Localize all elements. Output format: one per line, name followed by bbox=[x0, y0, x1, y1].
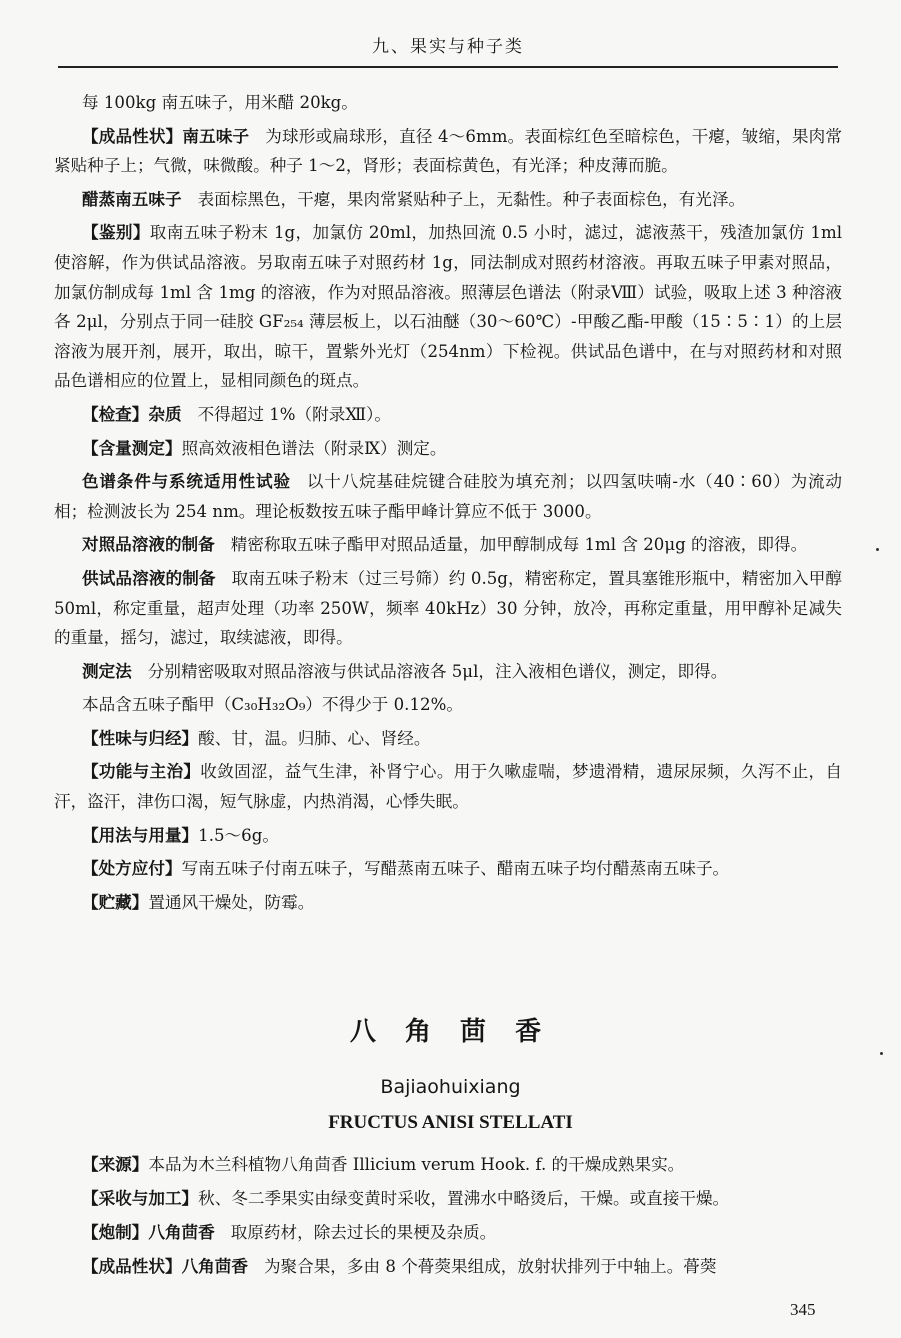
subheading: 八角茴香 bbox=[148, 1223, 215, 1242]
paragraph-text: 取南五味子粉末 1g，加氯仿 20ml，加热回流 0.5 小时，滤过，滤液蒸干，残渣加氯仿 1ml 使溶解，作为供试品溶液。另取南五味子对照药材 1g，同法制成对照药材溶液。再取五味子甲素对照品，加氯仿制成每 1ml 含 1mg 的溶液，作为对照品溶液。照薄层色谱法（附录Ⅷ）试验，吸取上述 3 种溶液各 2μl，分别点于同一硅胶 GF₂₅₄ 薄层板上，以石油醚（30～60℃）-甲酸乙酯-甲酸（15∶5∶1）的上层溶液为展开剂，展开，取出，晾干，置紫外光灯（254nm）下检视。供试品色谱中，在与对照药材和对照品色谱相应的位置上，显相同颜色的斑点。 bbox=[54, 223, 842, 391]
paragraph-text: 为聚合果，多由 8 个蓇葖果组成，放射状排列于中轴上。蓇葖 bbox=[263, 1257, 717, 1276]
section-tag: 【贮藏】 bbox=[82, 892, 149, 912]
paragraph-text: 精密称取五味子酯甲对照品适量，加甲醇制成每 1ml 含 20μg 的溶液，即得。 bbox=[230, 535, 808, 555]
subheading: 色谱条件与系统适用性试验 bbox=[82, 472, 291, 492]
paragraph-text: 收敛固涩，益气生津，补肾宁心。用于久嗽虚喘，梦遗滑精，遗尿尿频，久泻不止，自汗，盗汗，津伤口渴，短气脉虚，内热消渴，心悸失眠。 bbox=[54, 762, 843, 812]
paragraph-text: 每 100kg 南五味子，用米醋 20kg。 bbox=[82, 93, 358, 112]
paragraph-text: 本品为木兰科植物八角茴香 Illicium verum Hook. f. 的干燥成熟果实。 bbox=[148, 1155, 685, 1174]
paragraph-text: 酸、甘，温。归肺、心、肾经。 bbox=[198, 728, 431, 748]
paragraph bbox=[54, 657, 842, 687]
section-tag: 【成品性状】 bbox=[82, 1257, 182, 1276]
section-tag: 【处方应付】 bbox=[82, 859, 182, 879]
subheading: 八角茴香 bbox=[181, 1257, 248, 1276]
paragraph bbox=[54, 1184, 842, 1214]
section-tag: 【含量测定】 bbox=[82, 438, 182, 458]
paragraph-text: 以十八烷基硅烷键合硅胶为填充剂；以四氢呋喃-水（40∶60）为流动相；检测波长为 254 nm。理论板数按五味子酯甲峰计算应不低于 3000。 bbox=[54, 472, 843, 521]
paragraph-text: 置通风干燥处，防霉。 bbox=[148, 892, 315, 912]
paragraph-text: 取南五味子粉末（过三号筛）约 0.5g，精密称定，置具塞锥形瓶中，精密加入甲醇 50ml，称定重量，超声处理（功率 250W，频率 40kHz）30 分钟，放冷，再称定重量，用甲醇补足减失的重量，摇匀，滤过，取续滤液，即得。 bbox=[54, 568, 842, 648]
section-tag: 【检查】 bbox=[82, 404, 149, 424]
section-tag: 【采收与加工】 bbox=[82, 1189, 199, 1208]
subheading: 对照品溶液的制备 bbox=[82, 535, 215, 555]
paragraph-text: 本品含五味子酯甲（C₃₀H₃₂O₉）不得少于 0.12%。 bbox=[82, 695, 463, 715]
paragraph bbox=[54, 185, 842, 215]
paragraph bbox=[54, 888, 842, 918]
running-header: 九、果实与种子类 bbox=[58, 28, 838, 68]
paragraph bbox=[54, 690, 842, 720]
paragraph bbox=[54, 434, 842, 464]
paragraph bbox=[54, 1252, 842, 1282]
subheading: 南五味子 bbox=[182, 126, 250, 146]
section-tag: 【性味与归经】 bbox=[82, 728, 199, 748]
paragraph-text: 取原药材，除去过长的果梗及杂质。 bbox=[230, 1223, 497, 1242]
section-tag: 【用法与用量】 bbox=[82, 825, 199, 845]
paragraph bbox=[54, 122, 842, 181]
paragraph bbox=[54, 530, 842, 560]
paragraph bbox=[54, 757, 842, 816]
scan-speck bbox=[880, 1052, 883, 1055]
section-tag: 【炮制】 bbox=[82, 1223, 149, 1242]
section-tag: 【功能与主治】 bbox=[82, 762, 201, 782]
paragraph bbox=[54, 821, 842, 851]
body-text bbox=[54, 84, 842, 917]
paragraph bbox=[54, 218, 842, 396]
paragraph-text: 秋、冬二季果实由绿变黄时采收，置沸水中略烫后，干燥。或直接干燥。 bbox=[198, 1189, 730, 1208]
paragraph bbox=[54, 88, 842, 118]
entry-title: 八 角 茴 香 bbox=[349, 1017, 552, 1047]
paragraph bbox=[54, 564, 842, 653]
page-number: 345 bbox=[790, 1300, 816, 1319]
section-tag: 【来源】 bbox=[82, 1155, 149, 1174]
paragraph-text: 为球形或扁球形，直径 4～6mm。表面棕红色至暗棕色，干瘪，皱缩，果肉常紧贴种子上；气微，味微酸。种子 1～2，肾形；表面棕黄色，有光泽；种皮薄而脆。 bbox=[54, 126, 843, 176]
paragraph bbox=[54, 1218, 842, 1248]
subheading: 供试品溶液的制备 bbox=[82, 568, 216, 588]
paragraph-text: 不得超过 1%（附录Ⅻ）。 bbox=[197, 404, 392, 424]
subheading: 测定法 bbox=[82, 661, 132, 681]
paragraph bbox=[54, 400, 842, 430]
section-tag: 【成品性状】 bbox=[82, 126, 183, 146]
paragraph bbox=[54, 724, 842, 754]
scan-speck bbox=[876, 548, 879, 551]
subheading: 醋蒸南五味子 bbox=[82, 189, 182, 209]
paragraph-text: 照高效液相色谱法（附录Ⅸ）测定。 bbox=[181, 438, 447, 458]
paragraph bbox=[54, 854, 842, 884]
paragraph-text: 写南五味子付南五味子，写醋蒸南五味子、醋南五味子均付醋蒸南五味子。 bbox=[181, 859, 730, 879]
section-tag: 【鉴别】 bbox=[82, 223, 150, 243]
entry-latin-name: FRUCTUS ANISI STELLATI bbox=[328, 1112, 573, 1133]
paragraph-text: 表面棕黑色，干瘪，果肉常紧贴种子上，无黏性。种子表面棕色，有光泽。 bbox=[197, 189, 746, 209]
paragraph-text: 1.5～6g。 bbox=[198, 825, 279, 845]
entry-pinyin: Bajiaohuixiang bbox=[380, 1076, 521, 1098]
subheading: 杂质 bbox=[148, 404, 182, 424]
entry-body-text bbox=[54, 1146, 842, 1282]
paragraph-text: 分别精密吸取对照品溶液与供试品溶液各 5μl，注入液相色谱仪，测定，即得。 bbox=[147, 661, 728, 681]
paragraph bbox=[54, 467, 842, 526]
paragraph bbox=[54, 1150, 842, 1180]
